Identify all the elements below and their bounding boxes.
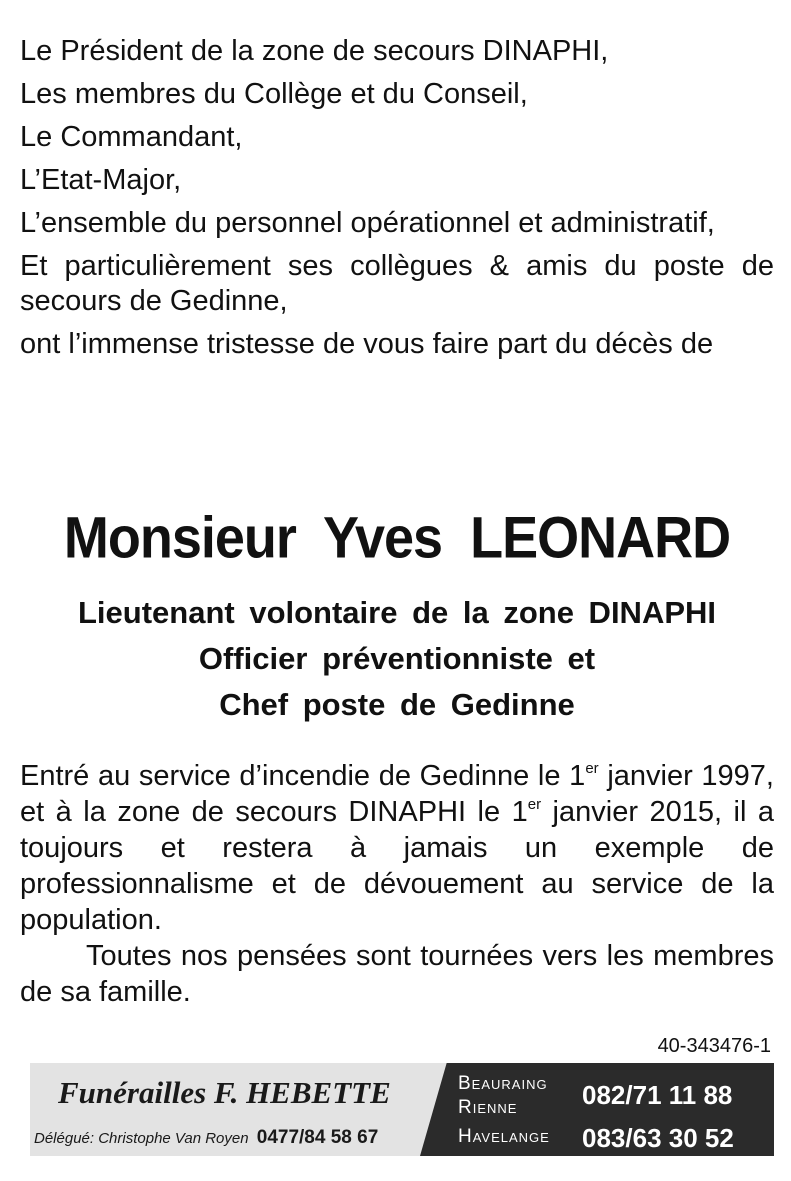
- delegate-phone: 0477/84 58 67: [256, 1127, 379, 1148]
- deceased-title: Lieutenant volontaire de la zone DINAPHI: [77, 595, 717, 630]
- intro-line: ont l’immense tristesse de vous faire part du décès de: [20, 328, 714, 360]
- location-beauraing: [458, 1073, 548, 1095]
- deceased-title: Officier préventionniste et: [198, 641, 596, 676]
- deceased-titles: [20, 590, 774, 728]
- location-phone: 082/71 11 88: [582, 1080, 733, 1110]
- location-phone: 083/63 30 52: [582, 1123, 734, 1153]
- delegate-label: Délégué: Christophe Van Royen: [34, 1130, 249, 1147]
- intro-line: L’ensemble du personnel opérationnel et administratif,: [20, 207, 715, 239]
- location-havelange: [458, 1126, 550, 1148]
- deceased-name: Monsieur Yves LEONARD: [63, 505, 731, 571]
- intro-line: Le Commandant,: [20, 121, 243, 153]
- deceased-title: Chef poste de Gedinne: [219, 687, 575, 722]
- biography-part: janvier 2015, il a toujours et restera à jamais un exemple de professionnalisme et de dévouement au service de la population.: [20, 796, 775, 936]
- biography-text: [20, 758, 774, 938]
- location-name: Havelange: [458, 1126, 550, 1147]
- intro-line: L’Etat-Major,: [20, 164, 182, 196]
- funeral-home-banner: [30, 1063, 774, 1156]
- location-name: Rienne: [458, 1097, 518, 1118]
- intro-line: Et particulièrement ses collègues & amis du poste de secours de Gedinne,: [20, 250, 774, 317]
- delegate-line: [34, 1127, 378, 1149]
- closing-text: Toutes nos pensées sont tournées vers les membres de sa famille.: [20, 940, 774, 1008]
- ordinal-suffix: er: [585, 760, 599, 777]
- biography-part: janvier 1997, et à la zone de secours DINAPHI le 1: [20, 760, 774, 828]
- funeral-home-name: Funérailles F. HEBETTE: [58, 1075, 391, 1110]
- intro-line: Les membres du Collège et du Conseil,: [20, 78, 528, 110]
- reference-number: 40-343476-1: [657, 1035, 771, 1057]
- ordinal-suffix: er: [527, 796, 542, 813]
- intro-block: [20, 34, 774, 370]
- location-name: Beauraing: [458, 1073, 548, 1094]
- biography: [20, 758, 774, 1010]
- location-rienne: [458, 1097, 517, 1119]
- intro-line: Le Président de la zone de secours DINAPHI,: [20, 35, 609, 67]
- biography-part: Entré au service d’incendie de Gedinne le 1: [20, 760, 586, 792]
